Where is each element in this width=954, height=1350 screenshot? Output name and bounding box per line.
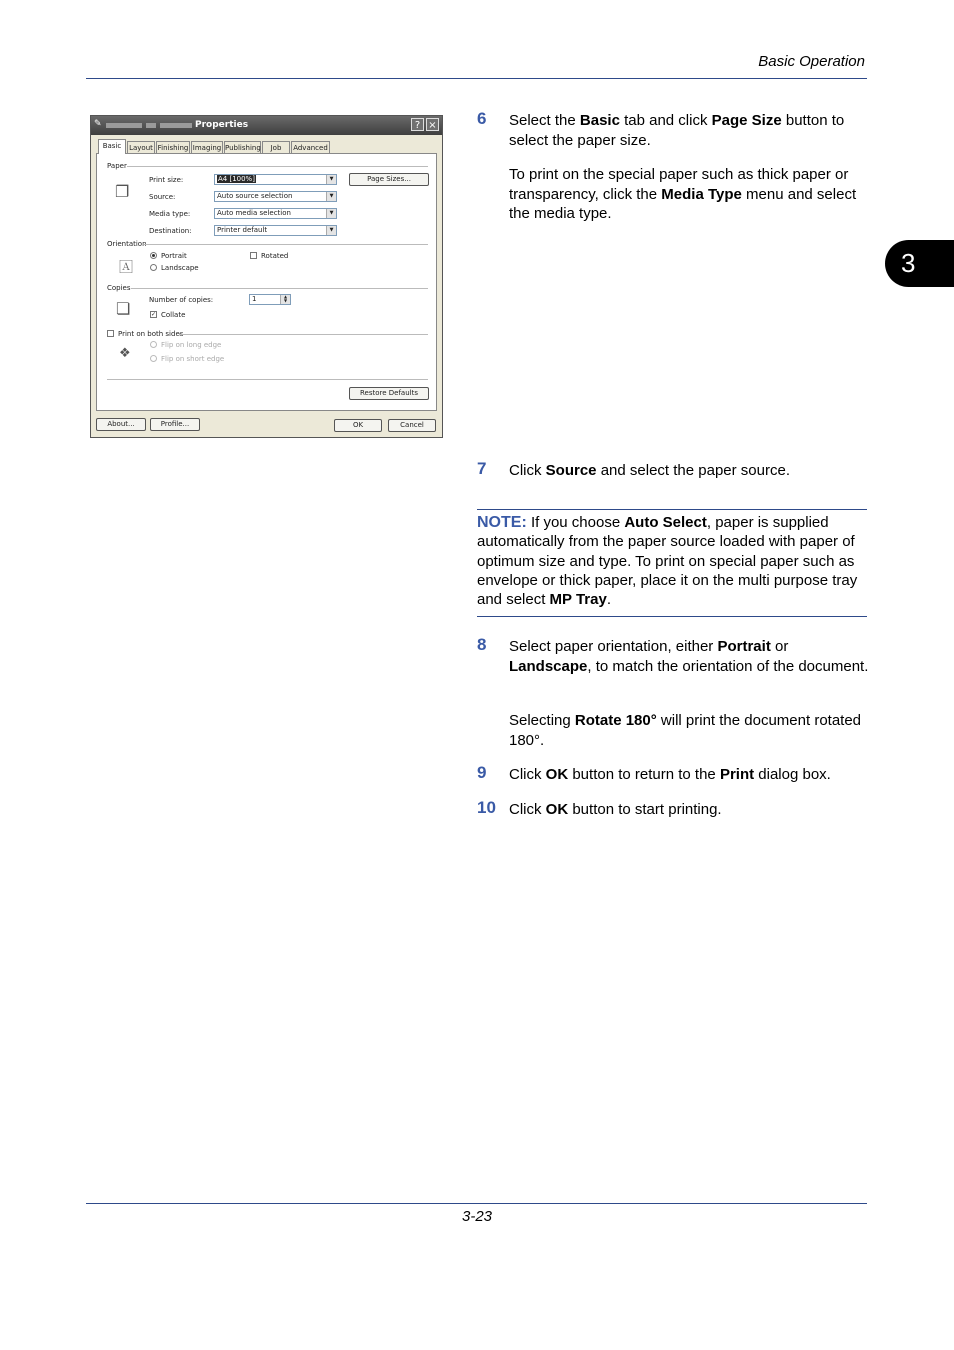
collate-checkbox[interactable]: ✓ — [151, 311, 157, 318]
tab-imaging[interactable]: Imaging — [191, 141, 223, 153]
redacted-printer-name — [160, 123, 192, 128]
group-divider — [107, 379, 428, 380]
step-number: 8 — [477, 635, 487, 654]
note-text: NOTE: If you choose Auto Select, paper is supplied automatically from the paper source loaded with paper of optimum size and type. To print on special paper such as envelope or thick paper, place it on the multi purpose tray and select MP Tray. — [477, 514, 858, 609]
chevron-down-icon: ▼ — [326, 226, 336, 235]
redacted-printer-name — [106, 123, 142, 128]
destination-label: Destination: — [149, 227, 192, 235]
tab-layout[interactable]: Layout — [127, 141, 155, 153]
redacted-printer-name — [146, 123, 156, 128]
source-select[interactable] — [214, 191, 337, 202]
media-type-select[interactable] — [214, 208, 337, 219]
step-number: 6 — [477, 109, 487, 128]
printer-icon: ✎ — [94, 119, 102, 129]
chevron-down-icon: ▼ — [326, 209, 336, 218]
portrait-radio[interactable] — [150, 252, 157, 259]
properties-dialog — [90, 115, 443, 438]
landscape-label: Landscape — [161, 264, 199, 272]
chapter-tab — [885, 240, 954, 287]
rotated-checkbox[interactable] — [250, 252, 257, 259]
paper-stack-icon: ❐ — [115, 182, 130, 201]
basic-tab-panel — [96, 153, 437, 411]
note-label: NOTE: — [477, 514, 527, 531]
flip-long-edge-radio[interactable] — [150, 341, 157, 348]
spinner-arrows-icon: ▲ ▼ — [280, 295, 290, 304]
flip-long-edge-label: Flip on long edge — [161, 341, 222, 349]
close-button[interactable]: × — [426, 118, 439, 131]
rotated-label: Rotated — [261, 252, 289, 260]
group-divider — [131, 288, 428, 289]
page-number: 3-23 — [461, 1208, 493, 1225]
about-button[interactable]: About... — [96, 418, 146, 431]
flip-short-edge-label: Flip on short edge — [161, 355, 225, 363]
media-type-value: Auto media selection — [217, 209, 291, 217]
tab-job[interactable]: Job — [262, 141, 290, 153]
landscape-radio[interactable] — [150, 264, 157, 271]
dialog-title: Properties — [195, 120, 249, 130]
media-type-label: Media type: — [149, 210, 191, 218]
chevron-down-icon: ▼ — [326, 175, 336, 184]
destination-select[interactable] — [214, 225, 337, 236]
cancel-button[interactable]: Cancel — [388, 419, 436, 432]
dialog-titlebar — [91, 116, 442, 135]
number-of-copies-value: 1 — [252, 295, 257, 303]
profile-button[interactable]: Profile... — [150, 418, 200, 431]
copies-icon: ❏ — [116, 299, 131, 318]
tab-basic[interactable]: Basic — [98, 139, 126, 154]
step-number: 7 — [477, 459, 487, 478]
tab-publishing[interactable]: Publishing — [224, 141, 261, 153]
number-of-copies-spinner[interactable] — [249, 294, 291, 305]
group-divider — [179, 334, 428, 335]
page-sizes-button[interactable]: Page Sizes... — [349, 173, 429, 186]
step-6-detail: To print on the special paper such as thick paper or transparency, click the Media Type menu and select the media type. — [509, 166, 857, 222]
flip-short-edge-radio[interactable] — [150, 355, 157, 362]
help-button[interactable]: ? — [411, 118, 424, 131]
running-header: Basic Operation — [758, 53, 865, 70]
print-both-sides-label: Print on both sides — [118, 330, 184, 338]
tab-finishing[interactable]: Finishing — [156, 141, 190, 153]
number-of-copies-label: Number of copies: — [149, 296, 214, 304]
step-8-text: Select paper orientation, either Portrait or Landscape, to match the orientation of the document. — [509, 638, 869, 675]
footer-rule — [86, 1203, 867, 1204]
step-9-text: Click OK button to return to the Print dialog box. — [509, 766, 831, 783]
group-divider — [144, 244, 428, 245]
orientation-group-label: Orientation — [107, 240, 147, 248]
portrait-label: Portrait — [161, 252, 187, 260]
step-7-text: Click Source and select the paper source. — [509, 462, 790, 479]
print-both-sides-checkbox[interactable] — [107, 330, 114, 337]
ok-button[interactable]: OK — [334, 419, 382, 432]
header-rule — [86, 78, 867, 79]
collate-label: Collate — [161, 311, 186, 319]
orientation-a-icon: 🄰 — [119, 260, 133, 276]
group-divider — [127, 166, 428, 167]
tab-advanced[interactable]: Advanced — [291, 141, 330, 153]
print-size-value: A4 [100%] — [218, 175, 255, 183]
step-8-detail: Selecting Rotate 180° will print the document rotated 180°. — [509, 712, 862, 749]
step-number: 10 — [477, 798, 496, 817]
step-number: 9 — [477, 763, 487, 782]
source-label: Source: — [149, 193, 176, 201]
step-6-text: Select the Basic tab and click Page Size button to select the paper size. — [509, 112, 845, 149]
chapter-number: 3 — [901, 248, 916, 278]
restore-defaults-button[interactable]: Restore Defaults — [349, 387, 429, 400]
chevron-down-icon: ▼ — [326, 192, 336, 201]
destination-value: Printer default — [217, 226, 268, 234]
source-value: Auto source selection — [217, 192, 293, 200]
print-size-label: Print size: — [149, 176, 184, 184]
step-10-text: Click OK button to start printing. — [509, 801, 722, 818]
paper-group-label: Paper — [107, 162, 127, 170]
copies-group-label: Copies — [107, 284, 131, 292]
duplex-icon: ❖ — [119, 346, 131, 361]
print-size-select[interactable] — [214, 174, 337, 185]
